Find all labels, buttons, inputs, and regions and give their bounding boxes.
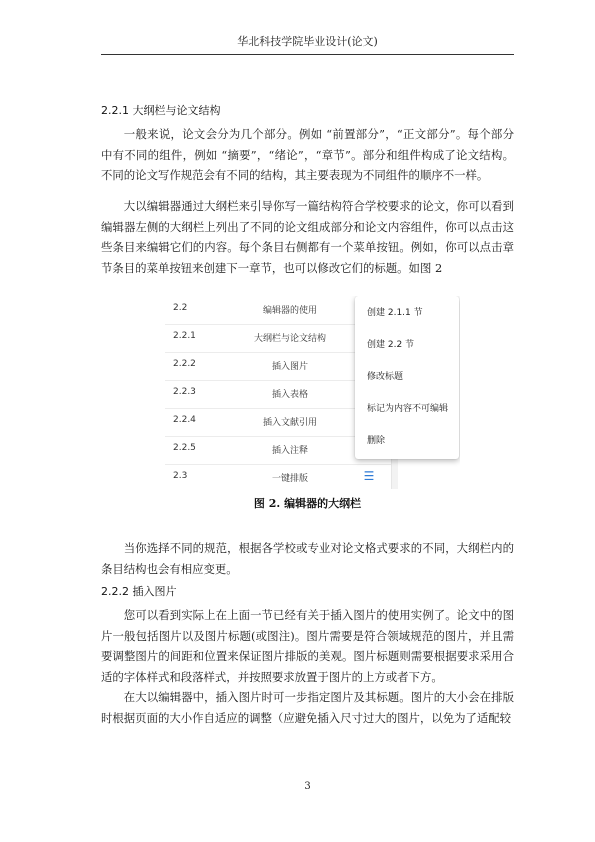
- outline-row-number: 2.2.3: [173, 387, 196, 397]
- outline-row-title: 大纲栏与论文结构: [253, 334, 326, 344]
- running-header: 华北科技学院毕业设计(论文): [237, 35, 378, 48]
- outline-row-title: 插入文献引用: [262, 418, 317, 428]
- paragraph: 在大以编辑器中，插入图片时可一步指定图片及其标题。图片的大小会在排版时根据页面的大小作自适应的调整（应避免插入尺寸过大的图片，以免为了适配较: [101, 690, 514, 725]
- outline-row-title: 编辑器的使用: [262, 306, 317, 316]
- outline-row-number: 2.2.2: [173, 359, 196, 369]
- paragraph: 大以编辑器通过大纲栏来引导你写一篇结构符合学校要求的论文，你可以看到编辑器左侧的大纲栏上列出了不同的论文组成部分和论文内容组件，你可以点击这些条目来编辑它们的内容。每个条目右侧都有一个菜单按钮。例如，你可以点击章节条目的菜单按钮来创建下一章节，也可以修改它们的标题。如图 2: [101, 199, 514, 275]
- menu-item-delete[interactable]: 删除: [367, 436, 386, 446]
- outline-row-title: 插入注释: [271, 446, 308, 456]
- outline-row-title: 插入图片: [271, 362, 308, 372]
- menu-item-edit-title[interactable]: 修改标题: [367, 372, 404, 382]
- header-rule: [101, 54, 514, 55]
- outline-row-title: 插入表格: [271, 390, 308, 400]
- context-menu: [355, 296, 459, 459]
- menu-item-create-2-2[interactable]: 创建 2.2 节: [367, 340, 415, 350]
- page-number: 3: [304, 781, 311, 792]
- list-menu-icon[interactable]: ☰: [363, 469, 375, 483]
- section-heading-2-2-2: 2.2.2 插入图片: [101, 585, 177, 598]
- figure-caption: 图 2. 编辑器的大纲栏: [253, 497, 362, 510]
- outline-row-number: 2.2.1: [173, 331, 196, 341]
- paragraph: 一般来说，论文会分为几个部分。例如 “前置部分”，“正文部分”。每个部分中有不同的组件，例如 “摘要”，“绪论”，“章节”。部分和组件构成了论文结构。不同的论文写作规范会有不同的结构，其主要表现为不同组件的顺序不一样。: [101, 127, 514, 182]
- outline-figure: [165, 296, 460, 489]
- section-heading-2-2-1: 2.2.1 大纲栏与论文结构: [101, 104, 221, 117]
- outline-row-title: 一键排版: [271, 474, 308, 484]
- outline-row-number: 2.2.4: [173, 415, 196, 425]
- paragraph: 您可以看到实际上在上面一节已经有关于插入图片的使用实例了。论文中的图片一般包括图片以及图片标题(或图注)。图片需要是符合领域规范的图片，并且需要调整图片的间距和位置来保证图片排版的美观。图片标题则需要根据要求采用合适的字体样式和段落样式，并按照要求放置于图片的上方或者下方。: [101, 608, 514, 684]
- outline-row-number: 2.2: [173, 303, 188, 313]
- outline-row[interactable]: [165, 464, 395, 489]
- outline-row-number: 2.3: [173, 471, 188, 481]
- menu-item-create-2-1-1[interactable]: 创建 2.1.1 节: [367, 308, 423, 318]
- paragraph: 当你选择不同的规范，根据各学校或专业对论文格式要求的不同，大纲栏内的条目结构也会有相应变更。: [101, 541, 514, 576]
- outline-row-number: 2.2.5: [173, 443, 196, 453]
- menu-item-mark-read-only[interactable]: 标记为内容不可编辑: [367, 404, 449, 414]
